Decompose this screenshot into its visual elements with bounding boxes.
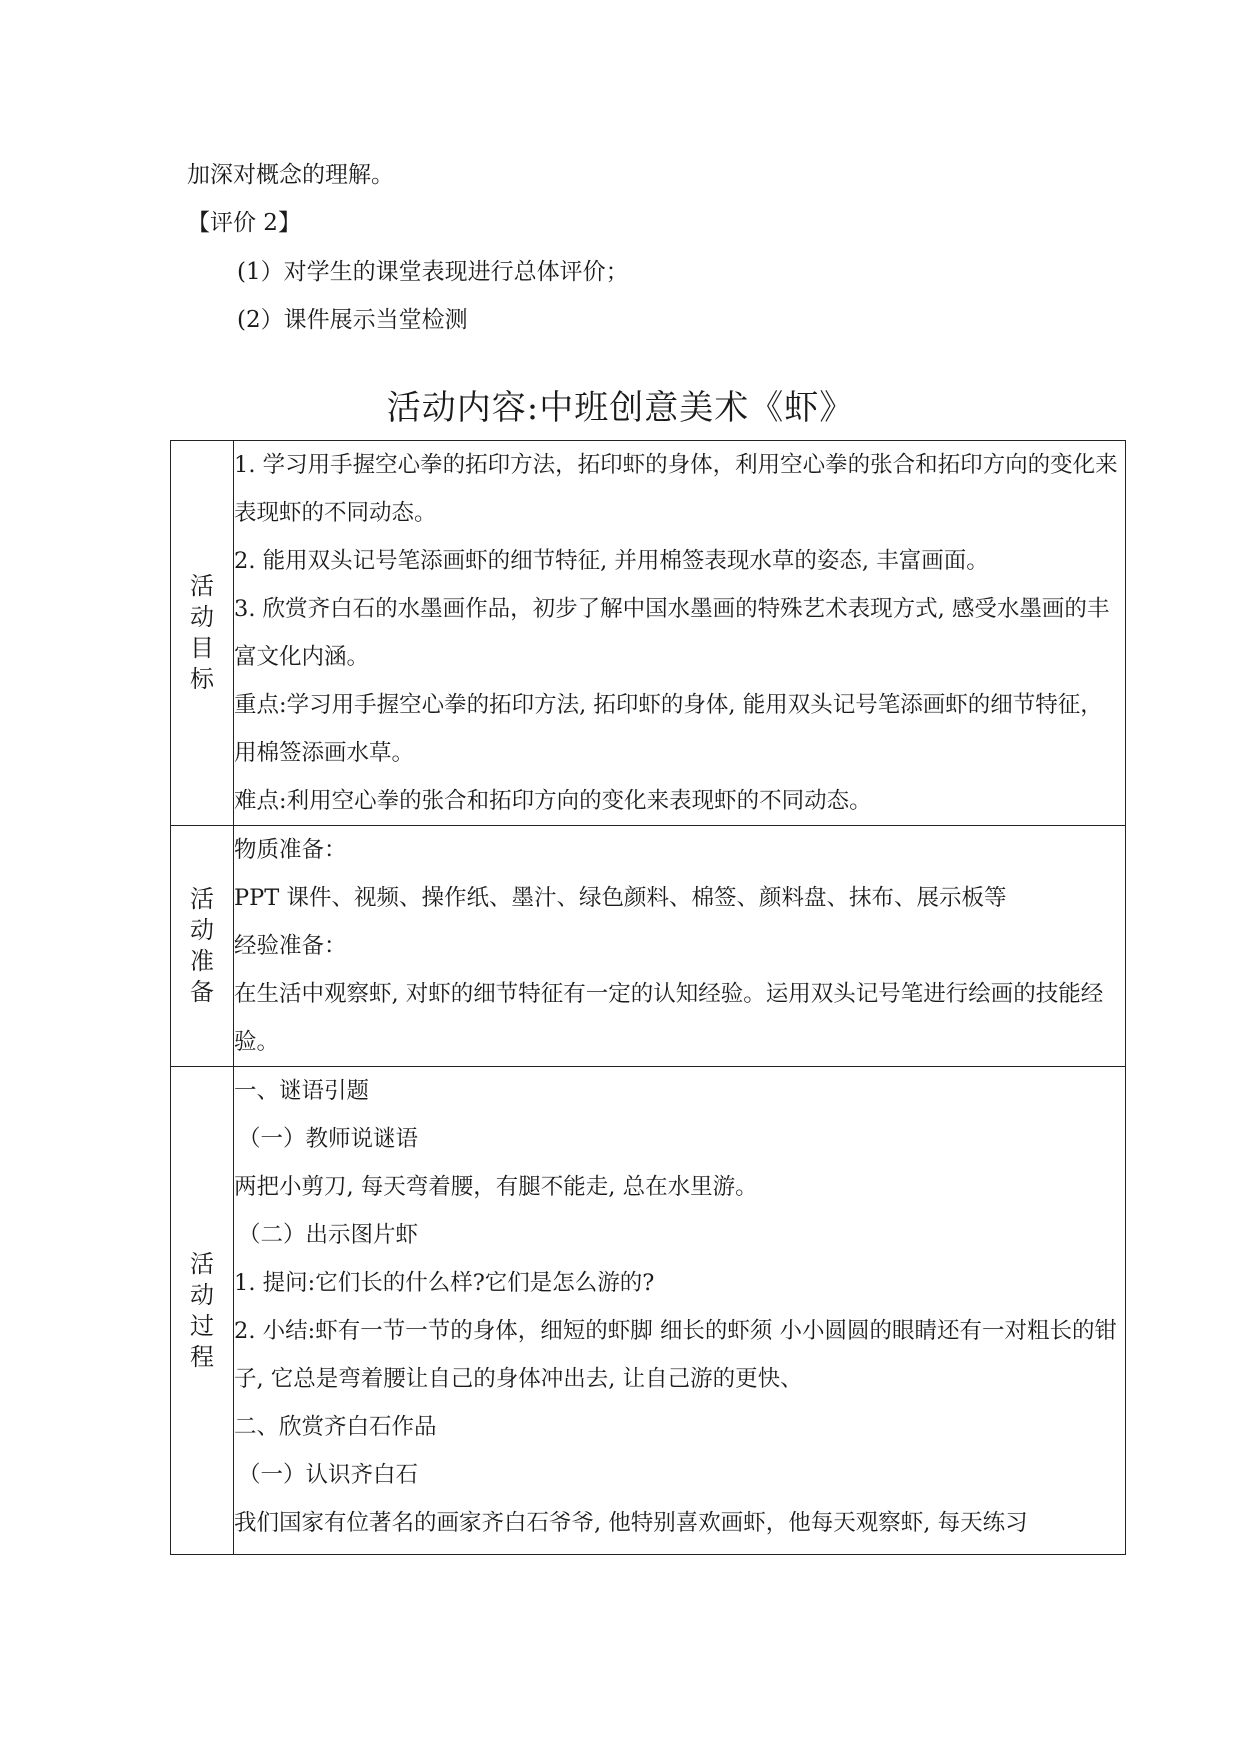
prep-paragraph: PPT 课件、视频、操作纸、墨汁、绿色颜料、棉签、颜料盘、抹布、展示板等 <box>234 885 1007 911</box>
prep-paragraph: 在生活中观察虾, 对虾的细节特征有一定的认知经验。运用双头记号笔进行绘画的技能经验。 <box>234 981 1104 1055</box>
process-paragraph: 我们国家有位著名的画家齐白石爷爷, 他特别喜欢画虾，他每天观察虾, 每天练习 <box>234 1510 1028 1536</box>
goal-paragraph: 2. 能用双头记号笔添画虾的细节特征, 并用棉签表现水草的姿态, 丰富画面。 <box>234 548 989 574</box>
table-row-process <box>171 1067 1126 1555</box>
process-paragraph: 2. 小结:虾有一节一节的身体，细短的虾脚 细长的虾须 小小圆圆的眼睛还有一对粗长的钳子, 它总是弯着腰让自己的身体冲出去, 让自己游的更快、 <box>234 1318 1118 1392</box>
prep-content <box>234 826 1126 1067</box>
row-label-cell <box>171 826 234 1067</box>
process-paragraph: （二）出示图片虾 <box>238 1222 419 1248</box>
process-paragraph: 两把小剪刀, 每天弯着腰，有腿不能走, 总在水里游。 <box>234 1174 758 1200</box>
prep-paragraph: 物质准备： <box>234 837 347 863</box>
table-row-prep <box>171 826 1126 1067</box>
process-paragraph: 二、欣赏齐白石作品 <box>234 1414 437 1440</box>
activity-title: 活动内容:中班创意美术《虾》 <box>386 388 855 428</box>
row-label-goals: 活动目标 <box>190 572 214 693</box>
evaluation-item: (2）课件展示当堂检测 <box>237 307 468 333</box>
row-label-cell <box>171 1067 234 1555</box>
process-content <box>234 1067 1126 1555</box>
difficulty-paragraph: 难点:利用空心拳的张合和拓印方向的变化来表现虾的不同动态。 <box>234 788 872 814</box>
goals-content <box>234 441 1126 826</box>
row-label-process: 活动过程 <box>190 1249 214 1371</box>
key-point-paragraph: 重点:学习用手握空心拳的拓印方法, 拓印虾的身体, 能用双头记号笔添画虾的细节特征，用棉签添画水草。 <box>234 692 1103 766</box>
table-row-goals <box>171 441 1126 826</box>
process-paragraph: （一）教师说谜语 <box>238 1126 419 1152</box>
row-label-cell <box>171 441 234 826</box>
evaluation-heading: 【评价 2】 <box>187 210 301 236</box>
row-label-prep: 活动准备 <box>190 885 214 1006</box>
process-paragraph: 一、谜语引题 <box>234 1078 370 1104</box>
goal-paragraph: 3. 欣赏齐白石的水墨画作品，初步了解中国水墨画的特殊艺术表现方式, 感受水墨画的丰富文化内涵。 <box>234 596 1110 670</box>
goal-paragraph: 1. 学习用手握空心拳的拓印方法，拓印虾的身体，利用空心拳的张合和拓印方向的变化来表现虾的不同动态。 <box>234 452 1118 526</box>
process-paragraph: （一）认识齐白石 <box>238 1462 419 1488</box>
activity-plan-table <box>170 440 1126 1555</box>
evaluation-item: (1）对学生的课堂表现进行总体评价； <box>237 259 629 285</box>
prep-paragraph: 经验准备： <box>234 933 347 959</box>
process-paragraph: 1. 提问:它们长的什么样?它们是怎么游的? <box>234 1270 655 1296</box>
intro-line: 加深对概念的理解。 <box>187 162 394 188</box>
